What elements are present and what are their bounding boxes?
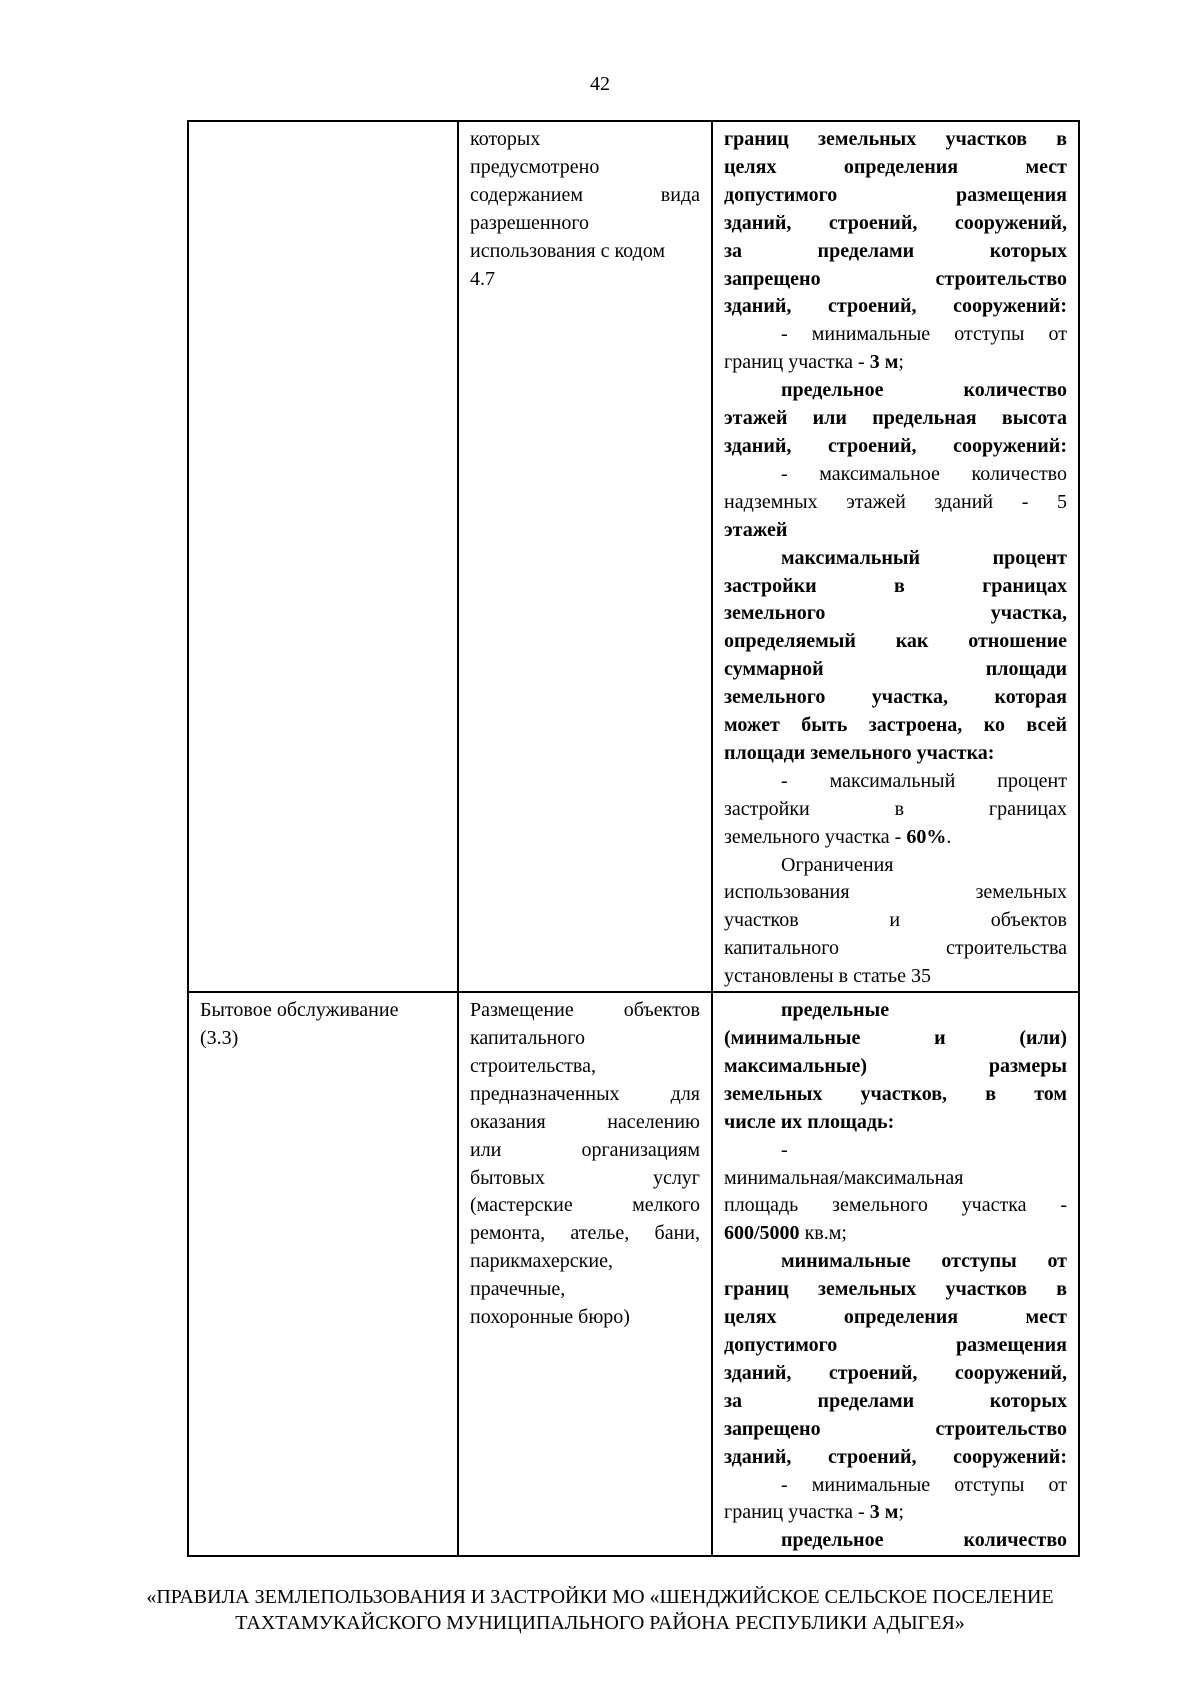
description-line: капитального [470, 1027, 585, 1049]
param-line: надземных этажей зданий - 5 [724, 490, 1067, 513]
footer-line: «ПРАВИЛА ЗЕМЛЕПОЛЬЗОВАНИЯ И ЗАСТРОЙКИ МО «ШЕНДЖИЙСКОЕ СЕЛЬСКОЕ ПОСЕЛЕНИЕ [146, 1586, 1054, 1608]
param-line: границ участка - 3 м; [724, 1501, 904, 1524]
param-heading-line: запрещено строительство [724, 1417, 1067, 1440]
param-line: застройки в границах [724, 797, 1067, 820]
param-heading-line: границ земельных участков в [724, 1278, 1067, 1301]
param-line: границ участка - 3 м; [724, 351, 904, 374]
footer-line: ТАХТАМУКАЙСКОГО МУНИЦИПАЛЬНОГО РАЙОНА РЕСПУБЛИКИ АДЫГЕЯ» [235, 1612, 965, 1634]
setback-value: 3 м [869, 351, 899, 374]
description-line: прачечные, [470, 1278, 566, 1301]
restriction-line: участков и объектов [724, 909, 1067, 932]
param-heading-line: зданий, строений, сооружений: [724, 1445, 1067, 1468]
description-line: похоронные бюро) [470, 1306, 630, 1329]
param-line: этажей [724, 518, 788, 541]
param-line: целях определения мест [724, 155, 1067, 178]
table-cell-use-type [188, 121, 458, 992]
param-line: зданий, строений, сооружений: [724, 295, 1067, 318]
param-line: зданий, строений, сооружений, [724, 211, 1067, 234]
param-heading-line: площади земельного участка: [724, 741, 995, 764]
param-heading-line: застройки в границах [724, 574, 1067, 597]
restriction-line: установлены в статье 35 [724, 965, 932, 988]
table-cell-description [458, 121, 712, 992]
param-heading-line: минимальные отступы от [781, 1250, 1067, 1273]
param-line: - минимальные отступы от [781, 1473, 1067, 1496]
param-heading-line: определяемый как отношение [724, 630, 1067, 653]
param-heading-line: суммарной площади [724, 658, 1067, 681]
param-heading-line: числе их площадь: [724, 1110, 895, 1133]
description-line: или организациям [470, 1138, 700, 1161]
param-line: 600/5000 кв.м; [724, 1222, 847, 1245]
percent-value: 60% [906, 825, 947, 848]
param-line: - максимальный процент [781, 769, 1067, 792]
table-cell-use-type [188, 992, 458, 1556]
description-line: (мастерские мелкого [470, 1194, 700, 1217]
param-line: - [781, 1138, 788, 1161]
description-line: оказания населению [470, 1110, 700, 1133]
param-heading-line: может быть застроена, ко всей [724, 714, 1067, 737]
param-line: границ земельных участков в [724, 128, 1067, 150]
param-line: допустимого размещения [724, 183, 1067, 206]
param-line: земельного участка - 60%. [724, 825, 952, 848]
table-row [188, 121, 1079, 992]
restriction-line: использования земельных [724, 881, 1067, 904]
param-heading-line: предельное количество [781, 379, 1067, 402]
param-heading-line: (минимальные и (или) [724, 1027, 1067, 1049]
description-line: предусмотрено [470, 155, 600, 178]
description-line: парикмахерские, [470, 1250, 613, 1273]
param-line: - максимальное количество [781, 462, 1067, 485]
param-heading-line: зданий, строений, сооружений: [724, 434, 1067, 457]
document-footer [0, 1584, 1200, 1636]
use-type-code: (3.3) [200, 1027, 239, 1049]
param-heading-line: допустимого размещения [724, 1333, 1067, 1356]
description-line: предназначенных для [470, 1082, 700, 1105]
page-number: 42 [590, 73, 610, 95]
param-heading-line: за пределами которых [724, 1389, 1067, 1412]
restriction-line: капитального строительства [724, 937, 1067, 960]
description-line: 4.7 [470, 267, 495, 290]
description-line: ремонта, ателье, бани, [470, 1222, 700, 1245]
param-heading-line: земельного участка, которая [724, 686, 1067, 709]
param-line: - минимальные отступы от [781, 323, 1067, 346]
restriction-line: Ограничения [781, 853, 894, 876]
use-type-name: Бытовое обслуживание [200, 999, 399, 1022]
table-cell-description [458, 992, 712, 1556]
param-heading-line: целях определения мест [724, 1306, 1067, 1329]
setback-value: 3 м [869, 1501, 899, 1524]
param-heading-line: зданий, строений, сооружений, [724, 1361, 1067, 1384]
param-heading-line: предельные [781, 999, 890, 1022]
param-line: площадь земельного участка - [724, 1194, 1067, 1217]
table-cell-parameters [712, 992, 1079, 1556]
param-heading-line: земельного участка, [724, 602, 1067, 625]
param-line: минимальная/максимальная [724, 1166, 964, 1189]
param-heading-line: этажей или предельная высота [724, 407, 1067, 430]
description-line: использования с кодом [470, 239, 666, 262]
description-line: разрешенного [470, 211, 590, 234]
area-value: 600/5000 [724, 1222, 800, 1245]
table-row [188, 992, 1079, 1556]
regulations-table [187, 120, 1080, 1557]
description-line: содержанием вида [470, 183, 700, 206]
description-line: бытовых услуг [470, 1166, 700, 1189]
description-line: Размещение объектов [470, 999, 700, 1022]
description-line: которых [470, 128, 541, 150]
param-heading-line: предельное количество [781, 1529, 1067, 1552]
param-heading-line: максимальный процент [781, 546, 1067, 569]
table-cell-parameters [712, 121, 1079, 992]
param-line: запрещено строительство [724, 267, 1067, 290]
description-line: строительства, [470, 1054, 596, 1077]
param-line: за пределами которых [724, 239, 1067, 262]
param-heading-line: максимальные) размеры [724, 1054, 1067, 1077]
param-heading-line: земельных участков, в том [724, 1082, 1067, 1105]
